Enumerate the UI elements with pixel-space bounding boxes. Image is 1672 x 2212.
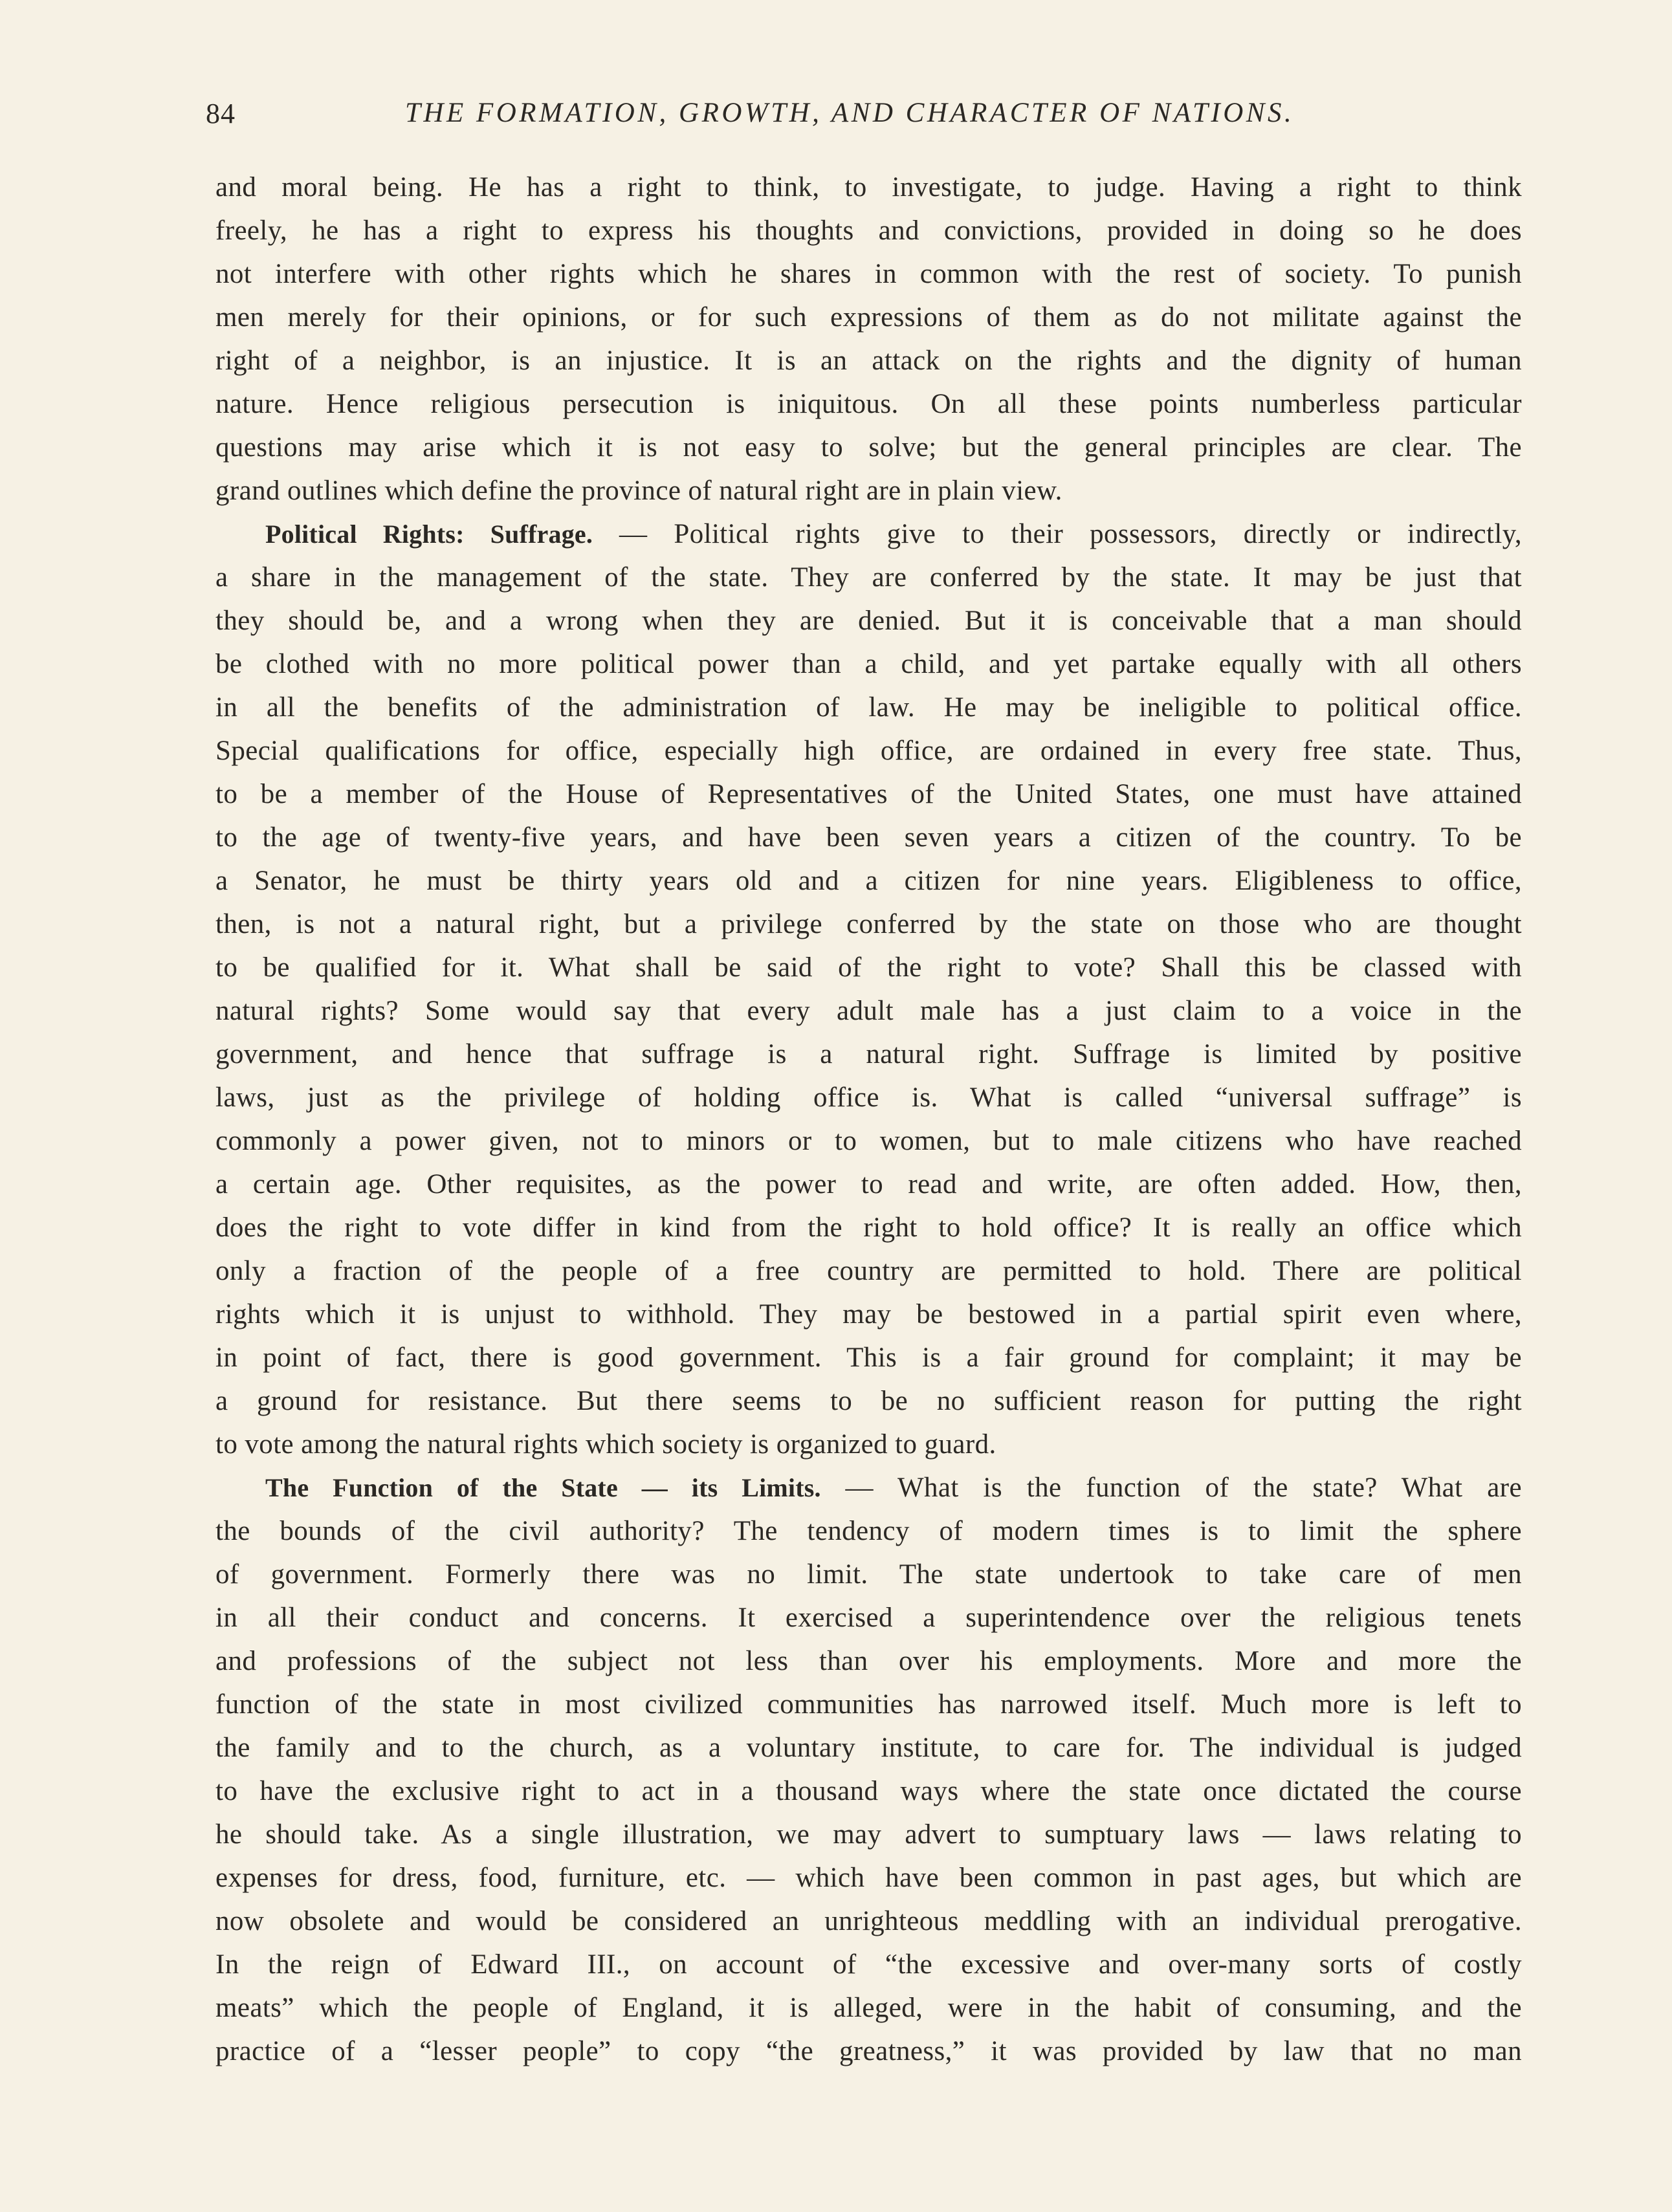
- text-line: expenses for dress, food, furniture, etc. — which have been common in past ages, but which are: [215, 1863, 1522, 1893]
- text-line: and moral being. He has a right to think, to investigate, to judge. Having a right to think: [215, 172, 1522, 203]
- text-line: of government. Formerly there was no limit. The state undertook to take care of men: [215, 1559, 1522, 1590]
- paragraph-political-rights: [215, 512, 1522, 1466]
- text-line: men merely for their opinions, or for such expressions of them as do not militate against the: [215, 302, 1522, 333]
- text-line: grand outlines which define the province of natural right are in plain view.: [215, 476, 1062, 506]
- text-line: in point of fact, there is good government. This is a fair ground for complaint; it may be: [215, 1342, 1522, 1373]
- page-number: 84: [206, 98, 236, 129]
- text-line: to be a member of the House of Representatives of the United States, one must have attained: [215, 779, 1522, 809]
- text-line: a ground for resistance. But there seems to be no sufficient reason for putting the right: [215, 1386, 1522, 1416]
- text-line: does the right to vote differ in kind from the right to hold office? It is really an office which: [215, 1212, 1522, 1243]
- text-line: rights which it is unjust to withhold. They may be bestowed in a partial spirit even where,: [215, 1299, 1522, 1330]
- text-line: a certain age. Other requisites, as the power to read and write, are often added. How, then,: [215, 1169, 1522, 1199]
- text-line: only a fraction of the people of a free country are permitted to hold. There are political: [215, 1256, 1522, 1286]
- text-line: a Senator, he must be thirty years old and a citizen for nine years. Eligibleness to office,: [215, 866, 1522, 896]
- paragraph-function-of-state: [215, 1466, 1522, 2073]
- running-title: THE FORMATION, GROWTH, AND CHARACTER OF NATIONS.: [405, 98, 1295, 128]
- text-run: — What is the function of the state? What are: [820, 1473, 1523, 1503]
- text-line: the family and to the church, as a voluntary institute, to care for. The individual is judged: [215, 1733, 1522, 1763]
- text-line: and professions of the subject not less than over his employments. More and more the: [215, 1646, 1522, 1676]
- text-line: not interfere with other rights which he shares in common with the rest of society. To punish: [215, 259, 1522, 289]
- text-line: to be qualified for it. What shall be said of the right to vote? Shall this be classed with: [215, 952, 1522, 983]
- body-text: [215, 166, 1522, 2073]
- paragraph-first-line: [215, 512, 1522, 556]
- text-line: in all the benefits of the administration of law. He may be ineligible to political office.: [215, 692, 1522, 723]
- text-line: he should take. As a single illustration, we may advert to sumptuary laws — laws relating to: [215, 1819, 1522, 1850]
- text-line: questions may arise which it is not easy to solve; but the general principles are clear. The: [215, 432, 1522, 463]
- text-line: now obsolete and would be considered an unrighteous meddling with an individual prerogative.: [215, 1906, 1522, 1936]
- page-header: [206, 97, 1526, 149]
- text-line: Special qualifications for office, especially high office, are ordained in every free state. Thus,: [215, 736, 1522, 766]
- text-line: function of the state in most civilized communities has narrowed itself. Much more is left to: [215, 1689, 1522, 1720]
- text-line: meats” which the people of England, it is alleged, were in the habit of consuming, and the: [215, 1993, 1522, 2023]
- text-line: In the reign of Edward III., on account of “the excessive and over-many sorts of costly: [215, 1949, 1522, 1980]
- text-line: right of a neighbor, is an injustice. It is an attack on the rights and the dignity of human: [215, 345, 1522, 376]
- text-line: freely, he has a right to express his thoughts and convictions, provided in doing so he does: [215, 215, 1522, 246]
- text-line: nature. Hence religious persecution is iniquitous. On all these points numberless particular: [215, 389, 1522, 419]
- text-line: be clothed with no more political power than a child, and yet partake equally with all others: [215, 649, 1522, 679]
- text-line: they should be, and a wrong when they are denied. But it is conceivable that a man should: [215, 606, 1522, 636]
- text-line: in all their conduct and concerns. It exercised a superintendence over the religious tenets: [215, 1603, 1522, 1633]
- paragraph-first-line: [215, 1466, 1522, 1509]
- text-line: to the age of twenty-five years, and have been seven years a citizen of the country. To be: [215, 822, 1522, 853]
- text-line: natural rights? Some would say that every adult male has a just claim to a voice in the: [215, 996, 1522, 1026]
- text-line: the bounds of the civil authority? The tendency of modern times is to limit the sphere: [215, 1516, 1522, 1546]
- text-line: then, is not a natural right, but a privilege conferred by the state on those who are thought: [215, 909, 1522, 939]
- text-line: commonly a power given, not to minors or to women, but to male citizens who have reached: [215, 1126, 1522, 1156]
- text-line: government, and hence that suffrage is a natural right. Suffrage is limited by positive: [215, 1039, 1522, 1069]
- text-run: — Political rights give to their possessors, directly or indirectly,: [593, 519, 1522, 549]
- text-line: practice of a “lesser people” to copy “the greatness,” it was provided by law that no man: [215, 2036, 1522, 2066]
- text-line: laws, just as the privilege of holding office is. What is called “universal suffrage” is: [215, 1082, 1522, 1113]
- text-line: a share in the management of the state. They are conferred by the state. It may be just that: [215, 562, 1522, 593]
- section-heading-function-of-state: The Function of the State — its Limits.: [265, 1473, 821, 1502]
- text-line: to have the exclusive right to act in a thousand ways where the state once dictated the course: [215, 1776, 1522, 1806]
- paragraph-natural-rights: [215, 166, 1522, 512]
- text-line: to vote among the natural rights which society is organized to guard.: [215, 1429, 996, 1460]
- section-heading-political-rights: Political Rights: Suffrage.: [265, 520, 593, 549]
